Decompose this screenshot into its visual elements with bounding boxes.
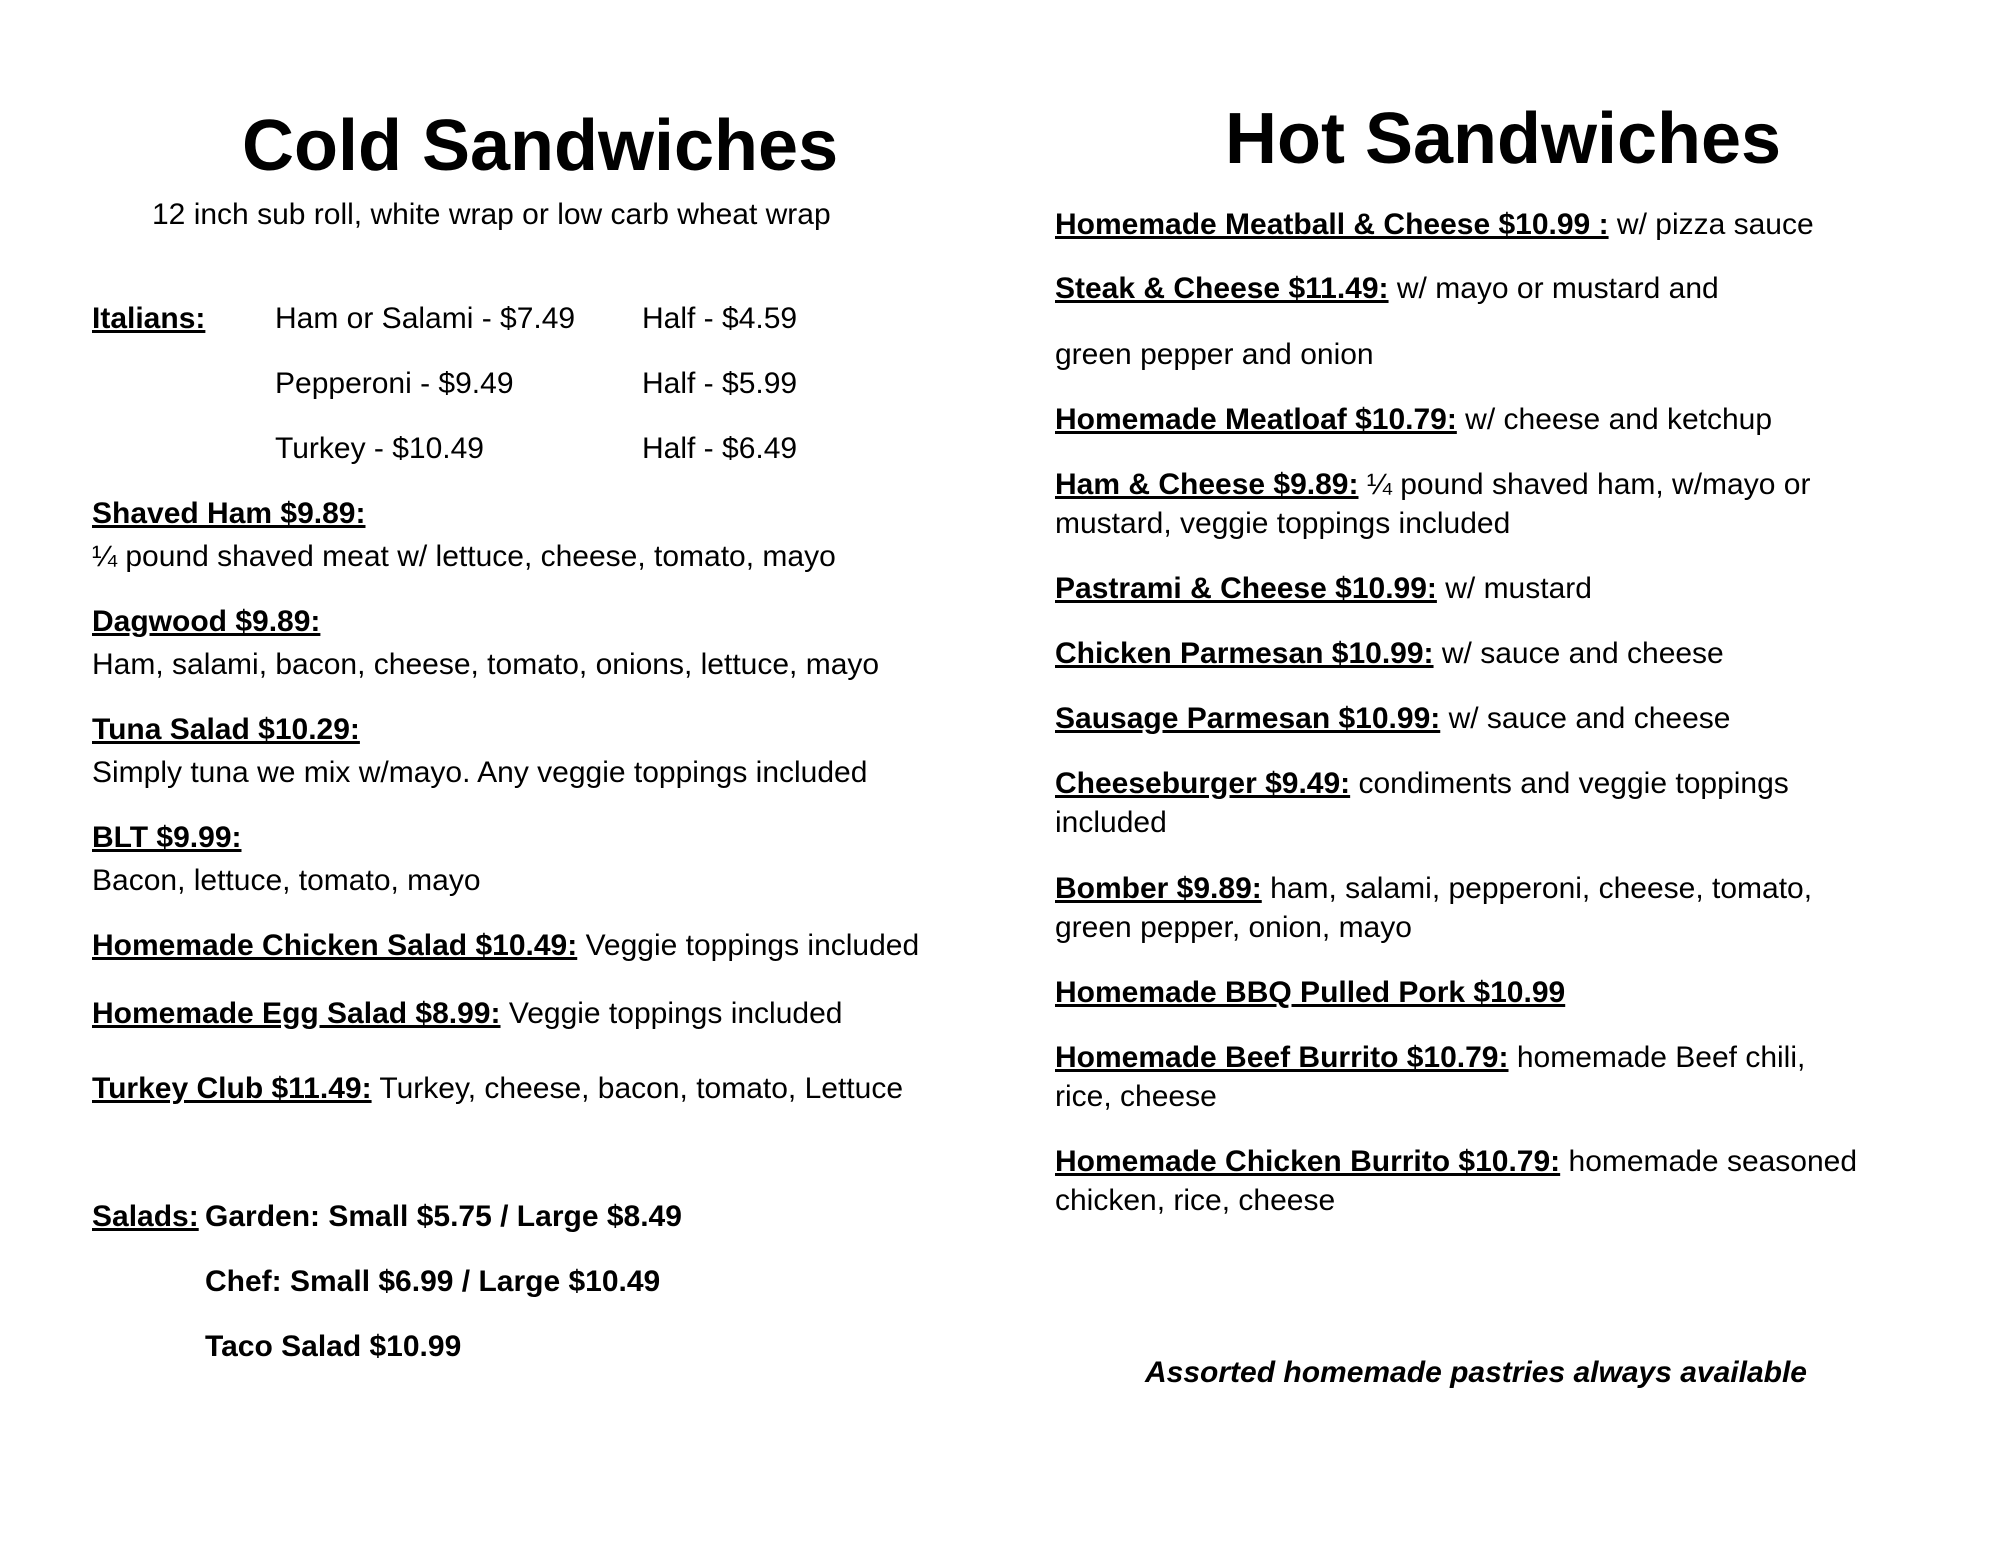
- menu-item-line: [92, 929, 919, 963]
- menu-item-line: [1055, 468, 1810, 502]
- menu-item-description: Veggie toppings included: [585, 929, 920, 962]
- menu-item-line: [92, 997, 842, 1031]
- menu-item-name: Tuna Salad $10.29:: [92, 713, 360, 746]
- menu-item-line: [1055, 1145, 1857, 1179]
- italian-item-name: Pepperoni - $9.49: [275, 367, 514, 400]
- menu-item-description-cont: mustard, veggie toppings included: [1055, 507, 1511, 540]
- hot-sandwiches-title: Hot Sandwiches: [1225, 99, 1782, 179]
- menu-item-description: ¼ pound shaved meat w/ lettuce, cheese, tomato, mayo: [92, 540, 836, 573]
- menu-item-description: homemade Beef chili,: [1516, 1041, 1806, 1074]
- menu-item-line: [1055, 272, 1719, 306]
- menu-item-description: Veggie toppings included: [508, 997, 843, 1030]
- menu-item-description: condiments and veggie toppings: [1358, 767, 1789, 800]
- italian-item-half: Half - $6.49: [642, 432, 798, 465]
- italian-item-half: Half - $5.99: [642, 367, 798, 400]
- menu-item-name: Turkey Club $11.49:: [92, 1072, 372, 1105]
- menu-item-description: w/ cheese and ketchup: [1465, 403, 1773, 436]
- menu-item-description: w/ mayo or mustard and: [1396, 272, 1719, 305]
- menu-item-description: ham, salami, pepperoni, cheese, tomato,: [1270, 872, 1813, 905]
- menu-item-description: w/ sauce and cheese: [1448, 702, 1731, 735]
- menu-item-name: Cheeseburger $9.49:: [1055, 767, 1351, 800]
- salad-item: Taco Salad $10.99: [205, 1330, 462, 1363]
- pastry-note: Assorted homemade pastries always available: [1145, 1356, 1807, 1389]
- menu-item-description: Bacon, lettuce, tomato, mayo: [92, 864, 481, 897]
- menu-item-description-cont: green pepper and onion: [1055, 338, 1374, 371]
- menu-item-description: Ham, salami, bacon, cheese, tomato, onions, lettuce, mayo: [92, 648, 880, 681]
- salad-item: Chef: Small $6.99 / Large $10.49: [205, 1265, 661, 1298]
- menu-item-name: Homemade BBQ Pulled Pork $10.99: [1055, 976, 1566, 1009]
- menu-item-name: Homemade Meatball & Cheese $10.99 :: [1055, 208, 1609, 241]
- menu-item-name: Sausage Parmesan $10.99:: [1055, 702, 1441, 735]
- cold-sandwiches-title: Cold Sandwiches: [242, 106, 839, 186]
- menu-item-name: Steak & Cheese $11.49:: [1055, 272, 1389, 305]
- menu-item-description-cont: rice, cheese: [1055, 1080, 1217, 1113]
- cold-sandwiches-subtitle: 12 inch sub roll, white wrap or low carb wheat wrap: [152, 198, 831, 231]
- menu-item-line: [92, 1072, 903, 1106]
- menu-item-description-cont: included: [1055, 806, 1167, 839]
- menu-item-description: homemade seasoned: [1568, 1145, 1858, 1178]
- menu-item-name: Homemade Egg Salad $8.99:: [92, 997, 501, 1030]
- menu-item-name: Shaved Ham $9.89:: [92, 497, 366, 530]
- menu-item-name: Homemade Meatloaf $10.79:: [1055, 403, 1457, 436]
- salad-item: Garden: Small $5.75 / Large $8.49: [205, 1200, 682, 1233]
- menu-item-description: w/ sauce and cheese: [1441, 637, 1724, 670]
- menu-item-name: Homemade Chicken Burrito $10.79:: [1055, 1145, 1561, 1178]
- menu-item-name: Homemade Beef Burrito $10.79:: [1055, 1041, 1509, 1074]
- menu-item-description: Turkey, cheese, bacon, tomato, Lettuce: [379, 1072, 903, 1105]
- menu-item-description: w/ pizza sauce: [1616, 208, 1814, 241]
- menu-item-description: Simply tuna we mix w/mayo. Any veggie toppings included: [92, 756, 868, 789]
- menu-item-line: [1055, 572, 1592, 606]
- menu-item-name: Pastrami & Cheese $10.99:: [1055, 572, 1437, 605]
- menu-item-description-cont: chicken, rice, cheese: [1055, 1184, 1336, 1217]
- salads-label: Salads:: [92, 1200, 199, 1233]
- menu-item-line: [1055, 403, 1772, 437]
- menu-item-line: [1055, 872, 1812, 906]
- menu-item-name: Ham & Cheese $9.89:: [1055, 468, 1359, 501]
- menu-item-name: Homemade Chicken Salad $10.49:: [92, 929, 578, 962]
- menu-item-name: Bomber $9.89:: [1055, 872, 1262, 905]
- italian-item-name: Ham or Salami - $7.49: [275, 302, 576, 335]
- menu-item-line: [1055, 637, 1724, 671]
- menu-item-name: BLT $9.99:: [92, 821, 242, 854]
- menu-item-description: w/ mustard: [1445, 572, 1592, 605]
- italians-label: Italians:: [92, 302, 206, 335]
- menu-item-line: [1055, 1041, 1805, 1075]
- menu-item-name: Chicken Parmesan $10.99:: [1055, 637, 1434, 670]
- italian-item-name: Turkey - $10.49: [275, 432, 484, 465]
- menu-item-line: [1055, 208, 1814, 242]
- menu-item-line: [1055, 767, 1789, 801]
- italian-item-half: Half - $4.59: [642, 302, 798, 335]
- menu-item-line: [1055, 702, 1730, 736]
- menu-item-description: ¼ pound shaved ham, w/mayo or: [1366, 468, 1811, 501]
- menu-item-description-cont: green pepper, onion, mayo: [1055, 911, 1412, 944]
- menu-item-name: Dagwood $9.89:: [92, 605, 321, 638]
